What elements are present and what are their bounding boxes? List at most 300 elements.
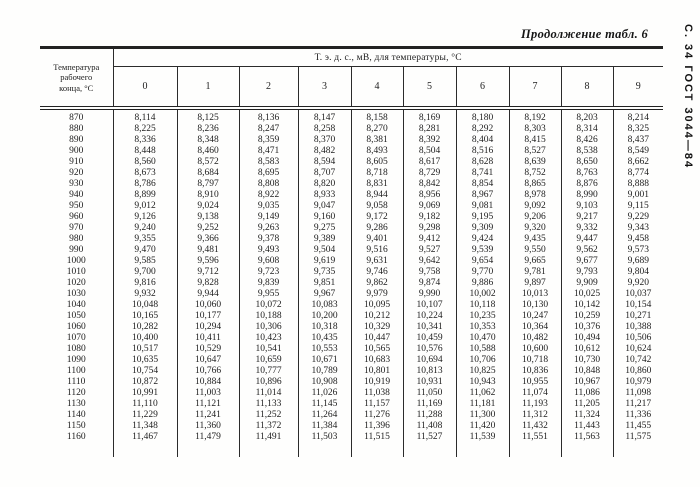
emf-value-cell: 8,426: [561, 135, 613, 146]
emf-value-cell: 11,062: [456, 388, 509, 399]
emf-value-cell: 10,612: [561, 344, 613, 355]
emf-value-cell: 9,746: [351, 267, 403, 278]
table-row: [40, 157, 663, 168]
emf-value-cell: 10,565: [351, 344, 403, 355]
emf-value-cell: 11,110: [113, 399, 177, 410]
emf-value-cell: 9,172: [351, 212, 403, 223]
temp-cell: 1150: [40, 421, 113, 432]
emf-value-cell: 8,404: [456, 135, 509, 146]
emf-value-cell: 10,789: [298, 366, 351, 377]
emf-value-cell: 10,435: [298, 333, 351, 344]
emf-value-cell: 10,517: [113, 344, 177, 355]
emf-value-cell: 8,662: [613, 157, 663, 168]
emf-value-cell: 10,247: [509, 311, 561, 322]
table-row: [40, 124, 663, 135]
emf-value-cell: 10,048: [113, 300, 177, 311]
emf-value-cell: 10,967: [561, 377, 613, 388]
table-row: [40, 344, 663, 355]
emf-value-cell: 11,455: [613, 421, 663, 432]
emf-value-cell: 10,836: [509, 366, 561, 377]
emf-value-cell: 8,854: [456, 179, 509, 190]
temp-cell: 1040: [40, 300, 113, 311]
temp-cell: 990: [40, 245, 113, 256]
gost-page-edge-label: С. 34 ГОСТ 3044—84: [682, 24, 694, 170]
emf-value-cell: 11,193: [509, 399, 561, 410]
emf-value-cell: 10,002: [456, 289, 509, 300]
emf-value-cell: 8,114: [113, 108, 177, 124]
temp-cell: 900: [40, 146, 113, 157]
temp-cell: 920: [40, 168, 113, 179]
temp-cell: 910: [40, 157, 113, 168]
emf-value-cell: 10,742: [613, 355, 663, 366]
emf-value-cell: 9,851: [298, 278, 351, 289]
emf-value-cell: 10,908: [298, 377, 351, 388]
emf-value-cell: 8,899: [113, 190, 177, 201]
emf-value-cell: 10,872: [113, 377, 177, 388]
col-header-7: 7: [509, 67, 561, 109]
digit-column-headers: [40, 67, 663, 109]
emf-value-cell: 9,206: [509, 212, 561, 223]
table-row: [40, 322, 663, 333]
emf-value-cell: 10,919: [351, 377, 403, 388]
emf-value-cell: 9,195: [456, 212, 509, 223]
emf-value-cell: 9,103: [561, 201, 613, 212]
emf-table-body: [40, 108, 663, 457]
emf-value-cell: 9,001: [613, 190, 663, 201]
emf-value-cell: 9,677: [561, 256, 613, 267]
emf-value-cell: 11,324: [561, 410, 613, 421]
temp-header-line-3: конца, °С: [59, 82, 94, 93]
emf-value-cell: 9,770: [456, 267, 509, 278]
emf-value-cell: 10,025: [561, 289, 613, 300]
emf-value-cell: 8,314: [561, 124, 613, 135]
col-header-5: 5: [403, 67, 456, 109]
emf-value-cell: 8,560: [113, 157, 177, 168]
emf-value-cell: 9,286: [351, 223, 403, 234]
emf-value-cell: 9,516: [351, 245, 403, 256]
emf-value-cell: 9,126: [113, 212, 177, 223]
emf-value-cell: 10,470: [456, 333, 509, 344]
col-header-1: 1: [177, 67, 239, 109]
table-row: [40, 421, 663, 432]
temp-cell: 930: [40, 179, 113, 190]
emf-value-cell: 8,336: [113, 135, 177, 146]
emf-value-cell: 10,506: [613, 333, 663, 344]
temp-cell: 1030: [40, 289, 113, 300]
emf-value-cell: 11,229: [113, 410, 177, 421]
temp-cell: 1050: [40, 311, 113, 322]
temp-cell: 1090: [40, 355, 113, 366]
emf-value-cell: 9,955: [239, 289, 298, 300]
temp-cell: 1070: [40, 333, 113, 344]
emf-value-cell: 11,539: [456, 432, 509, 443]
emf-value-cell: 10,107: [403, 300, 456, 311]
emf-value-cell: 9,909: [561, 278, 613, 289]
emf-value-cell: 10,647: [177, 355, 239, 366]
table-row: [40, 355, 663, 366]
rule-extension-cell: [509, 443, 561, 457]
emf-value-cell: 8,741: [456, 168, 509, 179]
emf-value-cell: 10,306: [239, 322, 298, 333]
emf-value-cell: 8,180: [456, 108, 509, 124]
emf-value-cell: 10,884: [177, 377, 239, 388]
emf-value-cell: 9,035: [239, 201, 298, 212]
emf-value-cell: 8,594: [298, 157, 351, 168]
temp-cell: 1140: [40, 410, 113, 421]
emf-value-cell: 8,786: [113, 179, 177, 190]
emf-span-header: Т. э. д. с., мВ, для температуры, °С: [113, 48, 663, 67]
emf-value-cell: 9,712: [177, 267, 239, 278]
emf-value-cell: 10,896: [239, 377, 298, 388]
emf-value-cell: 11,300: [456, 410, 509, 421]
emf-value-cell: 9,839: [239, 278, 298, 289]
emf-value-cell: 10,635: [113, 355, 177, 366]
emf-value-cell: 8,956: [403, 190, 456, 201]
emf-value-cell: 10,777: [239, 366, 298, 377]
emf-value-cell: 9,654: [456, 256, 509, 267]
emf-value-cell: 8,628: [456, 157, 509, 168]
emf-value-cell: 9,631: [351, 256, 403, 267]
table-row: [40, 388, 663, 399]
col-header-4: 4: [351, 67, 403, 109]
emf-value-cell: 10,801: [351, 366, 403, 377]
emf-value-cell: 9,585: [113, 256, 177, 267]
emf-value-cell: 9,723: [239, 267, 298, 278]
emf-value-cell: 8,797: [177, 179, 239, 190]
emf-value-cell: 10,118: [456, 300, 509, 311]
emf-value-cell: 11,252: [239, 410, 298, 421]
emf-value-cell: 9,642: [403, 256, 456, 267]
emf-value-cell: 8,516: [456, 146, 509, 157]
emf-value-cell: 9,058: [351, 201, 403, 212]
emf-value-cell: 9,458: [613, 234, 663, 245]
emf-value-cell: 11,133: [239, 399, 298, 410]
emf-value-cell: 8,538: [561, 146, 613, 157]
emf-value-cell: 10,329: [351, 322, 403, 333]
table-row: [40, 410, 663, 421]
emf-value-cell: 11,372: [239, 421, 298, 432]
col-header-0: 0: [113, 67, 177, 109]
temp-cell: 1130: [40, 399, 113, 410]
temp-cell: 870: [40, 108, 113, 124]
emf-value-cell: 10,624: [613, 344, 663, 355]
emf-value-cell: 10,013: [509, 289, 561, 300]
emf-value-cell: 8,482: [298, 146, 351, 157]
emf-value-cell: 11,479: [177, 432, 239, 443]
emf-value-cell: 11,050: [403, 388, 456, 399]
emf-value-cell: 9,332: [561, 223, 613, 234]
emf-value-cell: 10,588: [456, 344, 509, 355]
emf-value-cell: 10,341: [403, 322, 456, 333]
emf-value-cell: 11,432: [509, 421, 561, 432]
emf-value-cell: 8,504: [403, 146, 456, 157]
emf-value-cell: 8,192: [509, 108, 561, 124]
emf-value-cell: 11,181: [456, 399, 509, 410]
temp-header-line-2: рабочего: [60, 72, 93, 83]
emf-value-cell: 8,147: [298, 108, 351, 124]
temp-cell: 1120: [40, 388, 113, 399]
temp-cell: 890: [40, 135, 113, 146]
emf-value-cell: 10,447: [351, 333, 403, 344]
emf-value-cell: 10,766: [177, 366, 239, 377]
rule-extension-cell: [351, 443, 403, 457]
table-row: [40, 278, 663, 289]
emf-value-cell: 9,804: [613, 267, 663, 278]
temp-cell: 940: [40, 190, 113, 201]
emf-value-cell: 9,793: [561, 267, 613, 278]
emf-value-cell: 8,471: [239, 146, 298, 157]
temp-cell: 1000: [40, 256, 113, 267]
emf-value-cell: 10,364: [509, 322, 561, 333]
table-row: [40, 333, 663, 344]
emf-value-cell: 10,730: [561, 355, 613, 366]
emf-value-cell: 9,828: [177, 278, 239, 289]
emf-value-cell: 9,920: [613, 278, 663, 289]
emf-value-cell: 8,493: [351, 146, 403, 157]
emf-value-cell: 10,154: [613, 300, 663, 311]
emf-value-cell: 9,990: [403, 289, 456, 300]
emf-value-cell: 8,292: [456, 124, 509, 135]
emf-value-cell: 8,370: [298, 135, 351, 146]
table-row: [40, 135, 663, 146]
rule-extension-row: [40, 443, 663, 457]
emf-value-cell: 9,539: [456, 245, 509, 256]
emf-value-cell: 11,086: [561, 388, 613, 399]
emf-value-cell: 8,831: [351, 179, 403, 190]
table-row: [40, 289, 663, 300]
emf-value-cell: 8,865: [509, 179, 561, 190]
emf-value-cell: 8,527: [509, 146, 561, 157]
emf-value-cell: 9,886: [456, 278, 509, 289]
emf-value-cell: 11,121: [177, 399, 239, 410]
col-header-6: 6: [456, 67, 509, 109]
emf-value-cell: 10,659: [239, 355, 298, 366]
emf-value-cell: 8,617: [403, 157, 456, 168]
emf-value-cell: 9,758: [403, 267, 456, 278]
emf-value-cell: 8,695: [239, 168, 298, 179]
emf-value-cell: 8,415: [509, 135, 561, 146]
emf-value-cell: 10,943: [456, 377, 509, 388]
emf-value-cell: 10,400: [113, 333, 177, 344]
emf-value-cell: 10,754: [113, 366, 177, 377]
emf-value-cell: 9,424: [456, 234, 509, 245]
emf-value-cell: 10,142: [561, 300, 613, 311]
emf-value-cell: 8,136: [239, 108, 298, 124]
table-row: [40, 190, 663, 201]
emf-value-cell: 8,967: [456, 190, 509, 201]
emf-value-cell: 9,550: [509, 245, 561, 256]
emf-value-cell: 9,160: [298, 212, 351, 223]
emf-value-cell: 10,130: [509, 300, 561, 311]
emf-value-cell: 10,224: [403, 311, 456, 322]
temp-cell: 1060: [40, 322, 113, 333]
emf-value-cell: 8,910: [177, 190, 239, 201]
emf-value-cell: 10,494: [561, 333, 613, 344]
emf-value-cell: 10,459: [403, 333, 456, 344]
emf-value-cell: 8,270: [351, 124, 403, 135]
emf-value-cell: 10,165: [113, 311, 177, 322]
table-row: [40, 256, 663, 267]
emf-value-cell: 10,188: [239, 311, 298, 322]
emf-value-cell: 10,200: [298, 311, 351, 322]
emf-value-cell: 8,763: [561, 168, 613, 179]
rule-extension-cell: [40, 443, 113, 457]
emf-value-cell: 8,225: [113, 124, 177, 135]
emf-value-cell: 11,408: [403, 421, 456, 432]
emf-value-cell: 10,683: [351, 355, 403, 366]
emf-value-cell: 8,978: [509, 190, 561, 201]
emf-value-cell: 9,092: [509, 201, 561, 212]
emf-value-cell: 9,024: [177, 201, 239, 212]
emf-value-cell: 10,294: [177, 322, 239, 333]
emf-value-cell: 8,639: [509, 157, 561, 168]
emf-value-cell: 8,650: [561, 157, 613, 168]
emf-value-cell: 8,729: [403, 168, 456, 179]
emf-value-cell: 9,481: [177, 245, 239, 256]
table-row: [40, 267, 663, 278]
emf-value-cell: 10,848: [561, 366, 613, 377]
rule-extension-cell: [177, 443, 239, 457]
emf-value-cell: 9,665: [509, 256, 561, 267]
emf-value-cell: 9,932: [113, 289, 177, 300]
emf-value-cell: 8,707: [298, 168, 351, 179]
emf-value-cell: 11,491: [239, 432, 298, 443]
emf-value-cell: 9,115: [613, 201, 663, 212]
rule-extension-cell: [298, 443, 351, 457]
temp-cell: 970: [40, 223, 113, 234]
emf-value-cell: 11,074: [509, 388, 561, 399]
emf-value-cell: 9,012: [113, 201, 177, 212]
temp-cell: 980: [40, 234, 113, 245]
table-row: [40, 212, 663, 223]
emf-value-cell: 9,470: [113, 245, 177, 256]
emf-value-cell: 11,241: [177, 410, 239, 421]
temp-header-line-1: Температура: [53, 61, 100, 72]
table-row: [40, 234, 663, 245]
emf-value-cell: 8,572: [177, 157, 239, 168]
emf-value-cell: 10,600: [509, 344, 561, 355]
emf-value-cell: 10,388: [613, 322, 663, 333]
emf-value-cell: 11,527: [403, 432, 456, 443]
emf-value-cell: 11,157: [351, 399, 403, 410]
emf-value-cell: 11,098: [613, 388, 663, 399]
emf-value-cell: 9,309: [456, 223, 509, 234]
emf-value-cell: 8,808: [239, 179, 298, 190]
emf-value-cell: 10,060: [177, 300, 239, 311]
emf-value-cell: 8,842: [403, 179, 456, 190]
emf-value-cell: 9,263: [239, 223, 298, 234]
emf-value-cell: 11,336: [613, 410, 663, 421]
rule-extension-cell: [561, 443, 613, 457]
emf-value-cell: 10,718: [509, 355, 561, 366]
temp-cell: 960: [40, 212, 113, 223]
temp-cell: 1010: [40, 267, 113, 278]
emf-value-cell: 9,252: [177, 223, 239, 234]
emf-value-cell: 9,343: [613, 223, 663, 234]
emf-value-cell: 9,435: [509, 234, 561, 245]
table-row: [40, 377, 663, 388]
emf-value-cell: 9,069: [403, 201, 456, 212]
rule-extension-cell: [113, 443, 177, 457]
emf-value-cell: 9,689: [613, 256, 663, 267]
emf-value-cell: 10,955: [509, 377, 561, 388]
emf-value-cell: 8,820: [298, 179, 351, 190]
emf-value-cell: 11,038: [351, 388, 403, 399]
thermo-emf-table: [40, 46, 663, 457]
emf-value-cell: 9,735: [298, 267, 351, 278]
emf-value-cell: 8,158: [351, 108, 403, 124]
emf-value-cell: 10,235: [456, 311, 509, 322]
rule-extension-cell: [239, 443, 298, 457]
temp-cell: 950: [40, 201, 113, 212]
emf-value-cell: 11,420: [456, 421, 509, 432]
emf-value-cell: 9,412: [403, 234, 456, 245]
emf-value-cell: 9,979: [351, 289, 403, 300]
emf-value-cell: 8,774: [613, 168, 663, 179]
table-row: [40, 245, 663, 256]
emf-value-cell: 8,673: [113, 168, 177, 179]
emf-value-cell: 9,366: [177, 234, 239, 245]
emf-value-cell: 10,931: [403, 377, 456, 388]
emf-value-cell: 9,608: [239, 256, 298, 267]
emf-value-cell: 10,706: [456, 355, 509, 366]
emf-value-cell: 8,990: [561, 190, 613, 201]
emf-value-cell: 9,493: [239, 245, 298, 256]
emf-value-cell: 10,423: [239, 333, 298, 344]
emf-value-cell: 8,348: [177, 135, 239, 146]
emf-value-cell: 8,303: [509, 124, 561, 135]
emf-value-cell: 10,553: [298, 344, 351, 355]
emf-value-cell: 9,781: [509, 267, 561, 278]
emf-value-cell: 11,396: [351, 421, 403, 432]
emf-value-cell: 9,081: [456, 201, 509, 212]
emf-value-cell: 9,527: [403, 245, 456, 256]
emf-value-cell: 11,348: [113, 421, 177, 432]
emf-value-cell: 9,447: [561, 234, 613, 245]
emf-value-cell: 10,376: [561, 322, 613, 333]
emf-value-cell: 11,384: [298, 421, 351, 432]
emf-value-cell: 10,318: [298, 322, 351, 333]
emf-value-cell: 10,259: [561, 311, 613, 322]
temp-cell: 1100: [40, 366, 113, 377]
emf-value-cell: 10,037: [613, 289, 663, 300]
emf-value-cell: 9,389: [298, 234, 351, 245]
emf-value-cell: 9,700: [113, 267, 177, 278]
emf-value-cell: 9,816: [113, 278, 177, 289]
emf-value-cell: 8,752: [509, 168, 561, 179]
emf-value-cell: 8,933: [298, 190, 351, 201]
emf-value-cell: 11,515: [351, 432, 403, 443]
emf-value-cell: 9,619: [298, 256, 351, 267]
table-row: [40, 366, 663, 377]
emf-value-cell: 11,503: [298, 432, 351, 443]
emf-value-cell: 9,897: [509, 278, 561, 289]
emf-value-cell: 9,229: [613, 212, 663, 223]
emf-value-cell: 11,551: [509, 432, 561, 443]
col-header-2: 2: [239, 67, 298, 109]
emf-value-cell: 11,312: [509, 410, 561, 421]
emf-value-cell: 10,271: [613, 311, 663, 322]
emf-value-cell: 9,874: [403, 278, 456, 289]
emf-value-cell: 8,876: [561, 179, 613, 190]
emf-value-cell: 8,944: [351, 190, 403, 201]
emf-value-cell: 11,264: [298, 410, 351, 421]
emf-value-cell: 9,562: [561, 245, 613, 256]
table-row: [40, 432, 663, 443]
emf-value-cell: 8,583: [239, 157, 298, 168]
table-row: [40, 179, 663, 190]
emf-value-cell: 8,359: [239, 135, 298, 146]
